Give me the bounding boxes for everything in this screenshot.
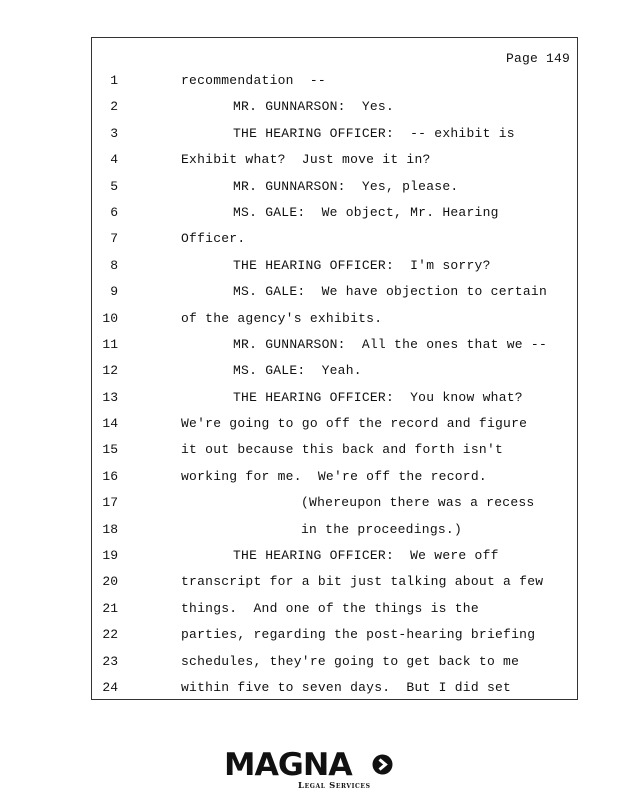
line-number: 8 bbox=[110, 257, 118, 273]
line-number: 6 bbox=[110, 204, 118, 220]
line-text: recommendation -- bbox=[181, 73, 326, 88]
line-text: THE HEARING OFFICER: -- exhibit is bbox=[233, 125, 515, 141]
line-number: 18 bbox=[102, 521, 118, 537]
line-text: things. And one of the things is the bbox=[181, 600, 479, 616]
transcript-line bbox=[92, 98, 577, 124]
line-text: THE HEARING OFFICER: I'm sorry? bbox=[233, 257, 491, 273]
line-text: (Whereupon there was a recess bbox=[301, 495, 535, 511]
transcript-line bbox=[92, 415, 577, 441]
line-number: 10 bbox=[102, 310, 118, 326]
line-text: MR. GUNNARSON: Yes. bbox=[233, 99, 395, 115]
line-text: working for me. We're off the record. bbox=[181, 468, 487, 484]
line-text: MR. GUNNARSON: All the ones that we -- bbox=[233, 336, 547, 352]
line-text: within five to seven days. But I did set bbox=[181, 679, 512, 695]
line-number: 22 bbox=[102, 627, 118, 643]
line-number: 2 bbox=[110, 99, 118, 115]
transcript-lines bbox=[92, 72, 577, 705]
transcript-line bbox=[92, 125, 577, 151]
line-text: schedules, they're going to get back to me bbox=[181, 653, 520, 669]
line-text: THE HEARING OFFICER: We were off bbox=[233, 548, 499, 564]
line-text: Exhibit what? Just move it in? bbox=[181, 152, 431, 168]
transcript-line bbox=[92, 310, 577, 336]
line-text: in the proceedings.) bbox=[301, 521, 463, 537]
line-number: 24 bbox=[102, 679, 118, 695]
transcript-page bbox=[91, 37, 578, 700]
transcript-line bbox=[92, 72, 577, 98]
transcript-line bbox=[92, 336, 577, 362]
line-text: We're going to go off the record and figure bbox=[181, 416, 528, 432]
transcript-line bbox=[92, 521, 577, 547]
transcript-line bbox=[92, 389, 577, 415]
line-number: 14 bbox=[102, 416, 118, 432]
transcript-line bbox=[92, 362, 577, 388]
line-number: 17 bbox=[102, 495, 118, 511]
line-text: MR. GUNNARSON: Yes, please. bbox=[233, 178, 459, 194]
line-text: MS. GALE: We object, Mr. Hearing bbox=[233, 204, 499, 220]
transcript-line bbox=[92, 468, 577, 494]
transcript-line bbox=[92, 204, 577, 230]
logo-wordmark: MAGNA bbox=[224, 747, 352, 783]
line-text: MS. GALE: We have objection to certain bbox=[233, 284, 547, 300]
line-text: Officer. bbox=[181, 231, 246, 247]
transcript-line bbox=[92, 151, 577, 177]
line-text: parties, regarding the post-hearing briefing bbox=[181, 627, 536, 643]
transcript-line bbox=[92, 494, 577, 520]
transcript-line bbox=[92, 626, 577, 652]
chevron-right-circle-icon bbox=[372, 754, 393, 775]
transcript-line bbox=[92, 230, 577, 256]
line-number: 5 bbox=[110, 178, 118, 194]
line-number: 11 bbox=[102, 336, 118, 352]
transcript-line bbox=[92, 600, 577, 626]
line-number: 15 bbox=[102, 442, 118, 458]
transcript-line bbox=[92, 257, 577, 283]
line-text: of the agency's exhibits. bbox=[181, 310, 383, 326]
line-number: 13 bbox=[102, 389, 118, 405]
transcript-line bbox=[92, 178, 577, 204]
line-number: 16 bbox=[102, 468, 118, 484]
line-text: transcript for a bit just talking about a few bbox=[181, 574, 544, 590]
transcript-line bbox=[92, 441, 577, 467]
line-number: 21 bbox=[102, 600, 118, 616]
line-text: THE HEARING OFFICER: You know what? bbox=[233, 389, 523, 405]
line-number: 12 bbox=[102, 363, 118, 379]
transcript-line bbox=[92, 547, 577, 573]
line-number: 4 bbox=[110, 152, 118, 168]
transcript-line bbox=[92, 653, 577, 679]
page-number-label: Page 149 bbox=[505, 51, 570, 66]
transcript-line bbox=[92, 283, 577, 309]
line-number: 19 bbox=[102, 548, 118, 564]
line-text: it out because this back and forth isn't bbox=[181, 442, 504, 458]
logo-subtitle: Legal Services bbox=[298, 781, 371, 791]
line-number: 23 bbox=[102, 653, 118, 669]
line-number: 1 bbox=[110, 73, 118, 88]
magna-logo bbox=[224, 748, 396, 794]
line-number: 20 bbox=[102, 574, 118, 590]
line-number: 3 bbox=[110, 125, 118, 141]
line-number: 9 bbox=[110, 284, 118, 300]
transcript-line bbox=[92, 573, 577, 599]
transcript-line bbox=[92, 679, 577, 705]
line-number: 7 bbox=[110, 231, 118, 247]
line-text: MS. GALE: Yeah. bbox=[233, 363, 362, 379]
